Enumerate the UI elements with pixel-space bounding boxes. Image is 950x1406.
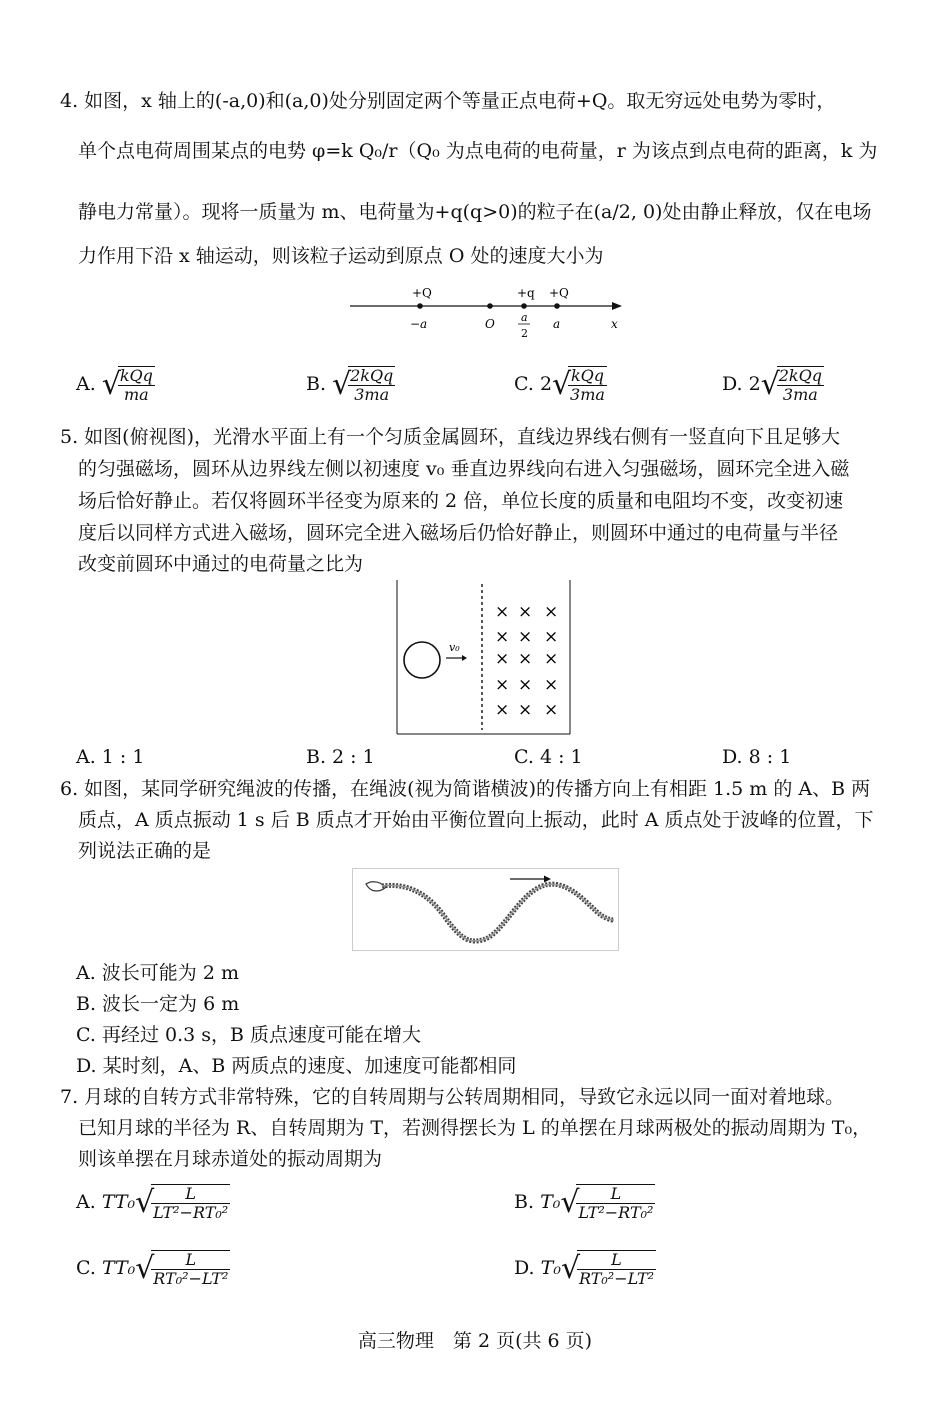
charge-right-point xyxy=(554,303,560,309)
q6-option-d[interactable]: D. 某时刻，A、B 两质点的速度、加速度可能都相同 xyxy=(76,1055,517,1077)
q4-axis-figure xyxy=(340,282,630,344)
q5-option-c[interactable]: C. 4 : 1 xyxy=(514,746,583,768)
svg-text:×: × xyxy=(495,675,510,695)
rope-wave xyxy=(382,884,614,941)
q4-line-4: 力作用下沿 x 轴运动，则该粒子运动到原点 O 处的速度大小为 xyxy=(78,245,604,267)
svg-text:×: × xyxy=(495,649,510,669)
q4-option-d[interactable]: D. 2 √ $\frac{\text{2kQq}}{3ma}$ xyxy=(722,366,826,404)
q7-option-b[interactable]: B. T₀ √ $\frac{L}{\text{LT²−RT₀²}}$ xyxy=(514,1184,657,1222)
q6-line-3: 列说法正确的是 xyxy=(78,840,212,862)
q4-line-1: 4. 如图，x 轴上的(-a,0)和(a,0)处分别固定两个等量正点电荷+Q。取无穷远处电势为零时， xyxy=(60,90,836,112)
charge-left-label: +Q xyxy=(412,286,432,300)
q4-line-2: 单个点电荷周围某点的电势 φ=k Q₀/r（Q₀ 为点电荷的电荷量，r 为该点到点电荷的距离，k 为 xyxy=(78,140,878,162)
q5-magnetic-field-figure xyxy=(396,580,574,738)
svg-text:×: × xyxy=(518,627,533,647)
q6-rope-wave-figure xyxy=(352,868,620,952)
q7-option-d[interactable]: D. T₀ √ $\frac{L}{\text{RT₀²−LT²}}$ xyxy=(514,1250,658,1288)
axis-label: x xyxy=(611,317,618,331)
origin-label: O xyxy=(485,317,495,331)
q4-line-3: 静电力常量）。现将一质量为 m、电荷量为+q(q>0)的粒子在(a/2, 0)处由静止释放，仅在电场 xyxy=(78,201,872,223)
q4-option-c[interactable]: C. 2 √ $\frac{\text{kQq}}{3ma}$ xyxy=(514,366,609,404)
q7-line-2: 已知月球的半径为 R、自转周期为 T，若测得摆长为 L 的单摆在月球两极处的振动周期为 T₀， xyxy=(78,1117,872,1139)
svg-text:×: × xyxy=(518,700,533,720)
svg-text:×: × xyxy=(518,675,533,695)
particle-label: +q xyxy=(517,286,535,300)
origin-point xyxy=(487,303,493,309)
charge-left-point xyxy=(417,303,423,309)
charge-right-label: +Q xyxy=(549,286,569,300)
particle-pos-den: 2 xyxy=(521,327,528,340)
q7-line-1: 7. 月球的自转方式非常特殊，它的自转周期与公转周期相同，导致它永远以同一面对着地球。 xyxy=(60,1086,845,1108)
charge-right-pos: a xyxy=(553,317,561,331)
charge-left-pos: −a xyxy=(410,317,428,331)
svg-text:×: × xyxy=(495,602,510,622)
particle-point xyxy=(521,303,527,309)
page-footer: 高三物理 第 2 页(共 6 页) xyxy=(357,1330,593,1352)
svg-text:×: × xyxy=(544,675,559,695)
svg-text:×: × xyxy=(544,627,559,647)
q4-option-a[interactable]: A. √ $\frac{\text{kQq}}{ma}$ xyxy=(76,366,157,404)
q7-option-a[interactable]: A. TT₀ √ $\frac{L}{\text{LT²−RT₀²}}$ xyxy=(76,1184,232,1222)
velocity-label: v₀ xyxy=(449,641,460,654)
svg-text:×: × xyxy=(518,649,533,669)
q5-option-a[interactable]: A. 1 : 1 xyxy=(76,746,145,768)
q6-line-1: 6. 如图，某同学研究绳波的传播，在绳波(视为简谐横波)的传播方向上有相距 1.5 m 的 A、B 两 xyxy=(60,778,871,800)
svg-text:×: × xyxy=(544,602,559,622)
q7-option-c[interactable]: C. TT₀ √ $\frac{L}{\text{RT₀²−LT²}}$ xyxy=(76,1250,232,1288)
q4-option-b[interactable]: B. √ $\frac{\text{2kQq}}{3ma}$ xyxy=(306,366,397,404)
field-crosses xyxy=(495,602,558,720)
svg-text:×: × xyxy=(495,627,510,647)
q5-option-b[interactable]: B. 2 : 1 xyxy=(306,746,375,768)
metal-ring xyxy=(404,642,440,678)
svg-text:×: × xyxy=(544,700,559,720)
particle-pos-num: a xyxy=(521,311,528,324)
q6-option-c[interactable]: C. 再经过 0.3 s，B 质点速度可能在增大 xyxy=(76,1024,421,1046)
q7-line-3: 则该单摆在月球赤道处的振动周期为 xyxy=(78,1148,383,1170)
q6-option-b[interactable]: B. 波长一定为 6 m xyxy=(76,993,240,1015)
q5-line-4: 度后以同样方式进入磁场，圆环完全进入磁场后仍恰好静止，则圆环中通过的电荷量与半径 xyxy=(78,522,839,544)
q5-option-d[interactable]: D. 8 : 1 xyxy=(722,746,792,768)
q5-line-2: 的匀强磁场，圆环从边界线左侧以初速度 v₀ 垂直边界线向右进入匀强磁场，圆环完全进入磁 xyxy=(78,458,850,480)
q5-line-5: 改变前圆环中通过的电荷量之比为 xyxy=(78,553,364,575)
q5-line-3: 场后恰好静止。若仅将圆环半径变为原来的 2 倍，单位长度的质量和电阻均不变，改变初速 xyxy=(78,490,844,512)
svg-text:×: × xyxy=(544,649,559,669)
q5-line-1: 5. 如图(俯视图)，光滑水平面上有一个匀质金属圆环，直线边界线右侧有一竖直向下且足够大 xyxy=(60,426,840,448)
svg-text:×: × xyxy=(495,700,510,720)
svg-text:×: × xyxy=(518,602,533,622)
q6-option-a[interactable]: A. 波长可能为 2 m xyxy=(76,962,239,984)
q6-line-2: 质点，A 质点振动 1 s 后 B 质点才开始由平衡位置向上振动，此时 A 质点处于波峰的位置，下 xyxy=(78,809,874,831)
